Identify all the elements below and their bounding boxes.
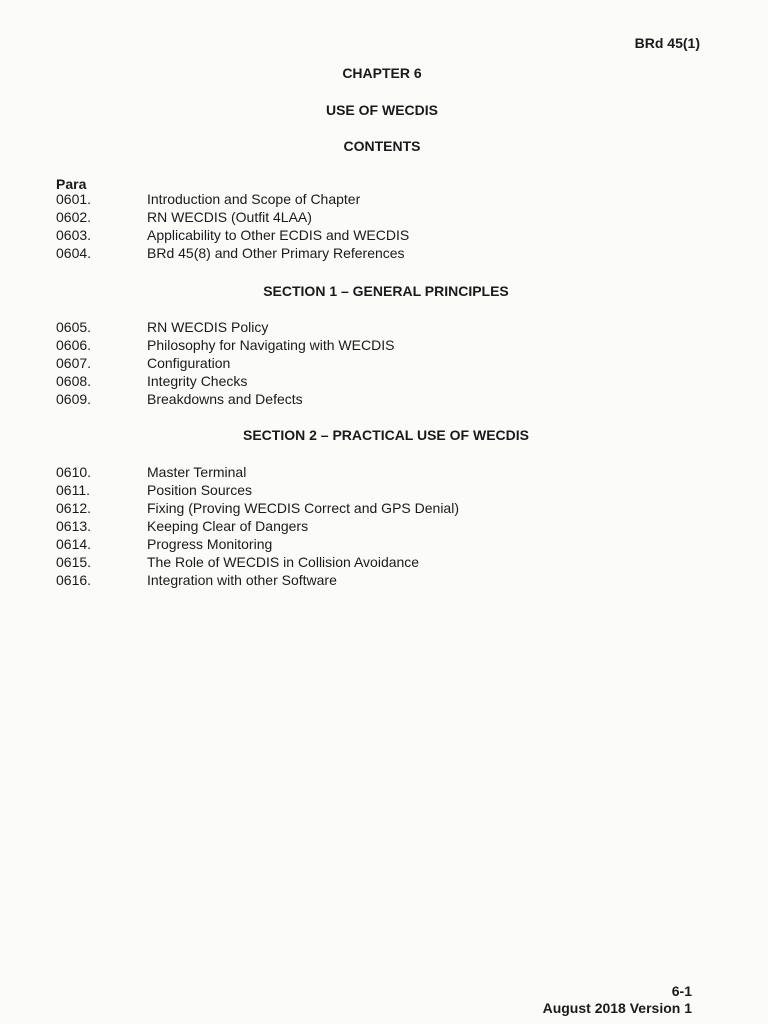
contents-entry (56, 517, 459, 535)
contents-entry (56, 318, 394, 336)
entry-title: The Role of WECDIS in Collision Avoidance (147, 554, 420, 570)
contents-entry (56, 354, 394, 372)
entry-number: 0613. (56, 518, 92, 534)
contents-entry (56, 190, 409, 208)
contents-entry (56, 208, 409, 226)
contents-entry (56, 463, 459, 481)
section-2-contents-list (56, 463, 459, 589)
entry-title: Position Sources (147, 482, 253, 498)
entry-title: Configuration (147, 355, 231, 371)
entry-title: RN WECDIS Policy (147, 319, 269, 335)
entry-title: Keeping Clear of Dangers (147, 518, 309, 534)
page-number: 6-1 (671, 983, 692, 999)
contents-entry (56, 226, 409, 244)
entry-number: 0607. (56, 355, 92, 371)
version-date: August 2018 Version 1 (542, 1000, 692, 1016)
entry-title: Introduction and Scope of Chapter (147, 191, 361, 207)
entry-title: Progress Monitoring (147, 536, 273, 552)
entry-title: Philosophy for Navigating with WECDIS (147, 337, 395, 353)
entry-title: Breakdowns and Defects (147, 391, 303, 407)
entry-title: Integration with other Software (147, 572, 337, 588)
contents-entry (56, 571, 459, 589)
entry-number: 0605. (56, 319, 92, 335)
section-1-contents-list (56, 318, 394, 408)
chapter-label: CHAPTER 6 (342, 65, 422, 81)
section-2-heading: SECTION 2 – PRACTICAL USE OF WECDIS (243, 427, 529, 443)
entry-title: Master Terminal (147, 464, 247, 480)
entry-number: 0610. (56, 464, 92, 480)
entry-number: 0601. (56, 191, 92, 207)
entry-number: 0603. (56, 227, 92, 243)
entry-number: 0606. (56, 337, 92, 353)
entry-title: RN WECDIS (Outfit 4LAA) (147, 209, 312, 225)
entry-title: BRd 45(8) and Other Primary References (147, 245, 405, 261)
contents-entry (56, 535, 459, 553)
section-1-heading: SECTION 1 – GENERAL PRINCIPLES (263, 283, 509, 299)
contents-heading: CONTENTS (343, 138, 421, 154)
entry-number: 0604. (56, 245, 92, 261)
contents-entry (56, 372, 394, 390)
contents-entry (56, 553, 459, 571)
document-reference: BRd 45(1) (634, 35, 700, 51)
contents-entry (56, 390, 394, 408)
intro-contents-list (56, 190, 409, 262)
entry-title: Fixing (Proving WECDIS Correct and GPS Denial) (147, 500, 459, 516)
entry-number: 0614. (56, 536, 92, 552)
entry-number: 0611. (56, 482, 90, 498)
contents-entry (56, 481, 459, 499)
chapter-title: USE OF WECDIS (325, 102, 438, 118)
entry-title: Integrity Checks (147, 373, 248, 389)
contents-entry (56, 336, 394, 354)
entry-number: 0612. (56, 500, 92, 516)
entry-title: Applicability to Other ECDIS and WECDIS (147, 227, 410, 243)
entry-number: 0616. (56, 572, 92, 588)
para-column-label: Para (56, 176, 87, 192)
contents-entry (56, 244, 409, 262)
entry-number: 0602. (56, 209, 92, 225)
entry-number: 0609. (56, 391, 92, 407)
entry-number: 0608. (56, 373, 92, 389)
contents-entry (56, 499, 459, 517)
entry-number: 0615. (56, 554, 92, 570)
